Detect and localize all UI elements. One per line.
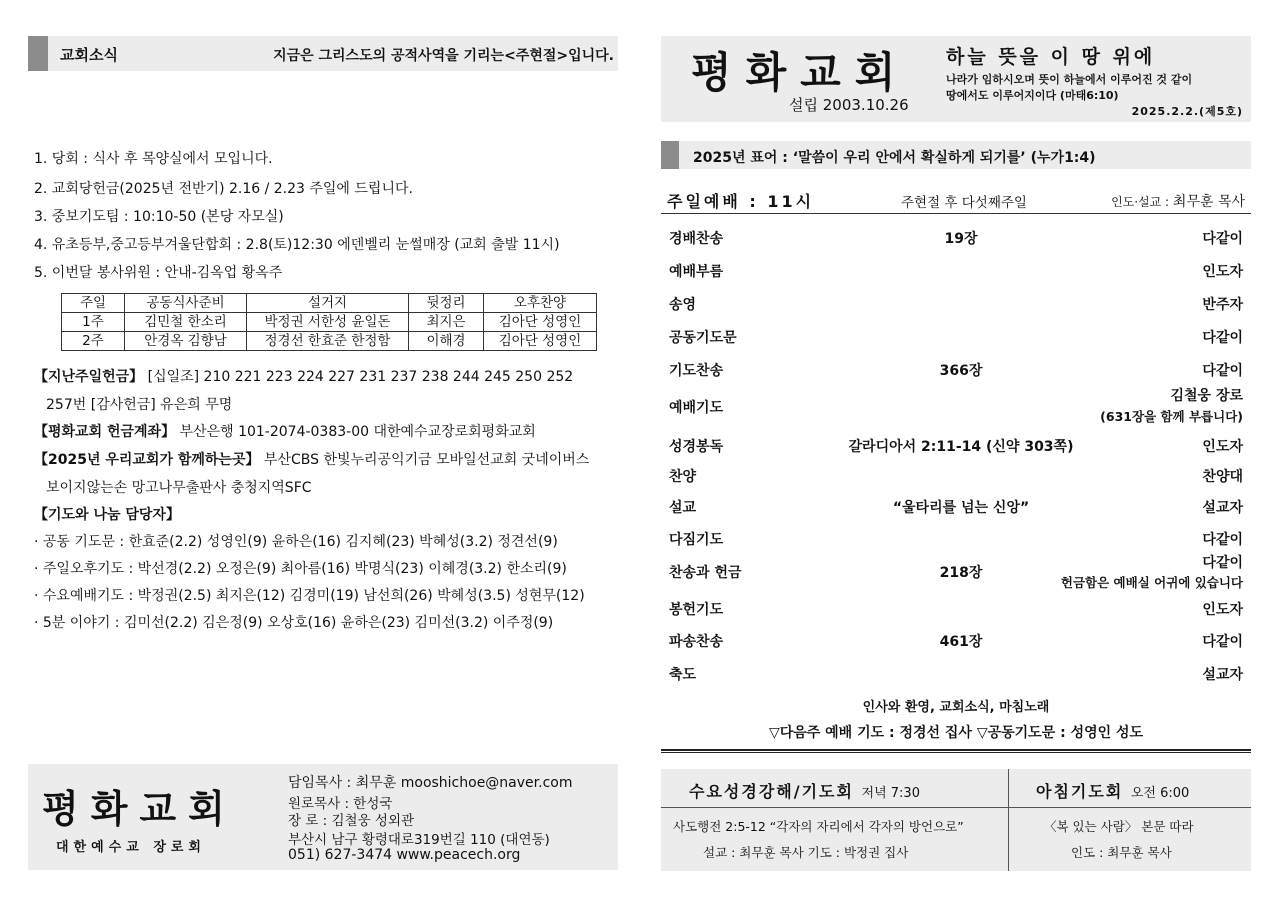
- church-motto: 하늘 뜻을 이 땅 위에: [946, 46, 1156, 68]
- table-header-row: [62, 294, 597, 313]
- service-duty-table: [61, 293, 597, 351]
- offering-label: 【지난주일헌금】: [34, 369, 144, 385]
- right-page: [661, 36, 1251, 876]
- denomination: 대한예수교 장로회: [56, 840, 206, 855]
- order-item: 공동기도문: [669, 330, 737, 346]
- order-item: 봉헌기도: [669, 602, 724, 618]
- order-item: 축도: [669, 667, 697, 683]
- column-header: 뒷정리: [409, 294, 484, 313]
- notice-item: 2. 교회당헌금(2025년 전반기) 2.16 / 2.23 주일에 드립니다.: [34, 181, 413, 197]
- order-item: 성경봉독: [669, 439, 724, 455]
- table-cell: 박정권 서한성 윤일돈: [247, 313, 409, 332]
- order-content: 19장: [944, 231, 978, 247]
- notice-item: 1. 당회 : 식사 후 목양실에서 모입니다.: [34, 151, 273, 167]
- order-who: 다같이: [1202, 330, 1243, 346]
- order-who: 다같이: [1202, 634, 1243, 650]
- order-row: [661, 258, 1251, 282]
- column-header: 오후찬양: [484, 294, 597, 313]
- season-theme: 지금은 그리스도의 공적사역을 기리는<주현절>입니다.: [273, 48, 614, 64]
- prayer-line: · 주일오후기도 : 박선경(2.2) 오정은(9) 최아름(16) 박명식(23) 이혜경(3.2) 한소리(9): [34, 561, 567, 577]
- table-cell: 1주: [62, 313, 125, 332]
- motto-verse-line-2: 땅에서도 이루어지이다 (마태6:10): [946, 89, 1119, 102]
- contact-line: 051) 627-3474 www.peacech.org: [288, 847, 521, 863]
- order-item: 예배기도: [669, 400, 724, 416]
- left-page: [28, 36, 618, 876]
- table-cell: 김민철 한소리: [125, 313, 247, 332]
- order-item: 다짐기도: [669, 532, 724, 548]
- partners-line-2: 보이지않는손 망고나무출판사 충청지역SFC: [46, 480, 312, 496]
- order-item: 예배부름: [669, 264, 724, 280]
- order-row: [661, 225, 1251, 249]
- order-row: [661, 324, 1251, 348]
- worship-header: [661, 184, 1251, 214]
- double-divider: [661, 749, 1251, 753]
- prayer-line: · 5분 이야기 : 김미선(2.2) 김은정(9) 오상호(16) 윤하은(23) 김미선(3.2) 이주정(9): [34, 615, 554, 631]
- order-row: [661, 357, 1251, 381]
- issue-date: 2025.2.2.(제5호): [1131, 105, 1243, 118]
- vertical-divider: [1008, 769, 1009, 871]
- wednesday-meeting-title: [689, 779, 920, 802]
- order-item: 찬양: [669, 469, 697, 485]
- offering-line-2: 257번 [감사헌금] 유은희 무명: [46, 397, 233, 413]
- closing-line: 인사와 환영, 교회소식, 마침노래: [862, 700, 1050, 715]
- morning-text: 〈복 있는 사람〉 본문 따라: [1044, 819, 1194, 834]
- order-row: [661, 385, 1251, 429]
- worship-title: 주일예배 : 11시: [667, 192, 815, 211]
- partners-text: 부산CBS 한빛누리공익기금 모바일선교회 굿네이버스: [259, 452, 590, 468]
- table-row: [62, 313, 597, 332]
- order-item: 기도찬송: [669, 363, 724, 379]
- account-text: 부산은행 101-2074-0383-00 대한예수교장로회평화교회: [175, 424, 536, 440]
- church-info-footer: [28, 764, 618, 870]
- table-cell: 이해경: [409, 332, 484, 351]
- order-who: 설교자: [1202, 500, 1243, 516]
- order-who: 인도자: [1202, 439, 1243, 455]
- pastor-line: 담임목사 : 최무훈 mooshichoe@naver.com: [288, 775, 573, 791]
- order-who: 김철웅 장로: [1170, 388, 1243, 404]
- order-row: [661, 433, 1251, 457]
- notice-item: 4. 유초등부,중고등부겨울단합회 : 2.8(토)12:30 에덴벨리 눈썰매장 (교회 출발 11시): [34, 237, 560, 253]
- order-who: 찬양대: [1202, 469, 1243, 485]
- order-content: 461장: [939, 634, 983, 650]
- offering-line: [34, 366, 573, 386]
- wednesday-title-text: 수요성경강해/기도회: [689, 782, 854, 801]
- order-content: “울타리를 넘는 신앙”: [892, 500, 1030, 516]
- order-who: 인도자: [1202, 602, 1243, 618]
- partners-label: 【2025년 우리교회가 함께하는곳】: [34, 452, 260, 468]
- prayer-label-text: 【기도와 나눔 담당자】: [34, 507, 180, 523]
- wednesday-time: 저녁 7:30: [861, 786, 920, 801]
- horizontal-divider: [661, 807, 1251, 808]
- worship-subtitle: 주현절 후 다섯째주일: [901, 195, 1027, 211]
- prayer-line: · 수요예배기도 : 박정권(2.5) 최지은(12) 김경미(19) 남선희(26) 박혜성(3.5) 성현무(12): [34, 588, 585, 604]
- table-cell: 김아단 성영인: [484, 332, 597, 351]
- order-row: [661, 291, 1251, 315]
- table-cell: 김아단 성영인: [484, 313, 597, 332]
- column-header: 주일: [62, 294, 125, 313]
- year-motto: 2025년 표어 : ‘말씀이 우리 안에서 확실하게 되기를’ (누가1:4): [693, 150, 1096, 166]
- leader-label: 인도·설교 :: [1111, 195, 1173, 209]
- elder-line: 장 로 : 김철웅 성외관: [288, 813, 415, 829]
- table-cell: 2주: [62, 332, 125, 351]
- motto-accent-bar: [661, 141, 679, 169]
- order-item: 파송찬송: [669, 634, 724, 650]
- table-cell: 안경옥 김향남: [125, 332, 247, 351]
- order-note: 헌금함은 예배실 어귀에 있습니다: [1060, 575, 1243, 590]
- motto-verse-line-1: 나라가 임하시오며 뜻이 하늘에서 이루어진 것 같이: [946, 73, 1193, 86]
- order-row: [661, 494, 1251, 518]
- order-row: [661, 463, 1251, 487]
- notice-item: 3. 중보기도팀 : 10:10-50 (본당 자모실): [34, 209, 284, 225]
- column-header: 공동식사준비: [125, 294, 247, 313]
- masthead: [661, 36, 1251, 122]
- notice-item: 5. 이번달 봉사위원 : 안내-김옥업 황옥주: [34, 265, 283, 281]
- prayer-line: · 공동 기도문 : 한효준(2.2) 성영인(9) 윤하은(16) 김지혜(23) 박혜성(3.2) 정견선(9): [34, 534, 558, 550]
- order-row: [661, 628, 1251, 652]
- account-line: [34, 421, 536, 441]
- order-who: 설교자: [1202, 667, 1243, 683]
- order-content: 갈라디아서 2:11-14 (신약 303쪽): [848, 439, 1074, 455]
- order-row: [661, 596, 1251, 620]
- order-note: (631장을 함께 부릅니다): [1100, 409, 1243, 424]
- founded-date: 설립 2003.10.26: [789, 96, 909, 114]
- order-row: [661, 526, 1251, 550]
- masthead-church-name: 평화교회: [691, 48, 910, 97]
- order-row: [661, 661, 1251, 685]
- order-content: 366장: [939, 363, 983, 379]
- morning-prayer-title: [1036, 779, 1189, 802]
- church-news-title: 교회소식: [60, 46, 118, 64]
- wednesday-text: 사도행전 2:5-12 “각자의 자리에서 각자의 방언으로”: [673, 819, 964, 834]
- table-cell: 최지은: [409, 313, 484, 332]
- church-name: 평화교회: [42, 786, 237, 831]
- column-header: 설거지: [247, 294, 409, 313]
- offering-text: [십일조] 210 221 223 224 227 231 237 238 244 245 250 252: [143, 369, 574, 385]
- order-who: 다같이: [1202, 532, 1243, 548]
- wednesday-people: 설교 : 최무훈 목사 기도 : 박정권 집사: [703, 845, 909, 860]
- order-content: 218장: [939, 565, 983, 581]
- order-who: 다같이: [1202, 363, 1243, 379]
- worship-leader: [1111, 191, 1245, 211]
- account-label: 【평화교회 헌금계좌】: [34, 424, 176, 440]
- order-who: 다같이: [1202, 555, 1243, 571]
- order-item: 송영: [669, 297, 697, 313]
- order-item: 설교: [669, 500, 697, 516]
- prayer-label: [34, 504, 180, 524]
- order-who: 인도자: [1202, 264, 1243, 280]
- morning-people: 인도 : 최무훈 목사: [1071, 845, 1172, 860]
- table-row: [62, 332, 597, 351]
- emeritus-line: 원로목사 : 한성국: [288, 796, 393, 812]
- order-who: 다같이: [1202, 231, 1243, 247]
- table-cell: 정경선 한효준 한정함: [247, 332, 409, 351]
- morning-title-text: 아침기도회: [1036, 782, 1124, 801]
- order-item: 경배찬송: [669, 231, 724, 247]
- order-row: [661, 550, 1251, 594]
- morning-time: 오전 6:00: [1130, 786, 1190, 801]
- meetings-footer: [661, 769, 1251, 871]
- order-who: 반주자: [1202, 297, 1243, 313]
- header-accent-bar: [28, 36, 48, 71]
- next-week-line: ▽다음주 예배 기도 : 정경선 집사 ▽공동기도문 : 성영인 성도: [768, 725, 1144, 741]
- year-motto-bar: [661, 141, 1251, 169]
- order-item: 찬송과 헌금: [669, 565, 742, 581]
- leader-name: 최무훈 목사: [1172, 194, 1245, 210]
- church-news-header: [28, 36, 618, 71]
- address-line: 부산시 남구 황령대로319번길 110 (대연동): [288, 832, 550, 848]
- partners-line: [34, 449, 589, 469]
